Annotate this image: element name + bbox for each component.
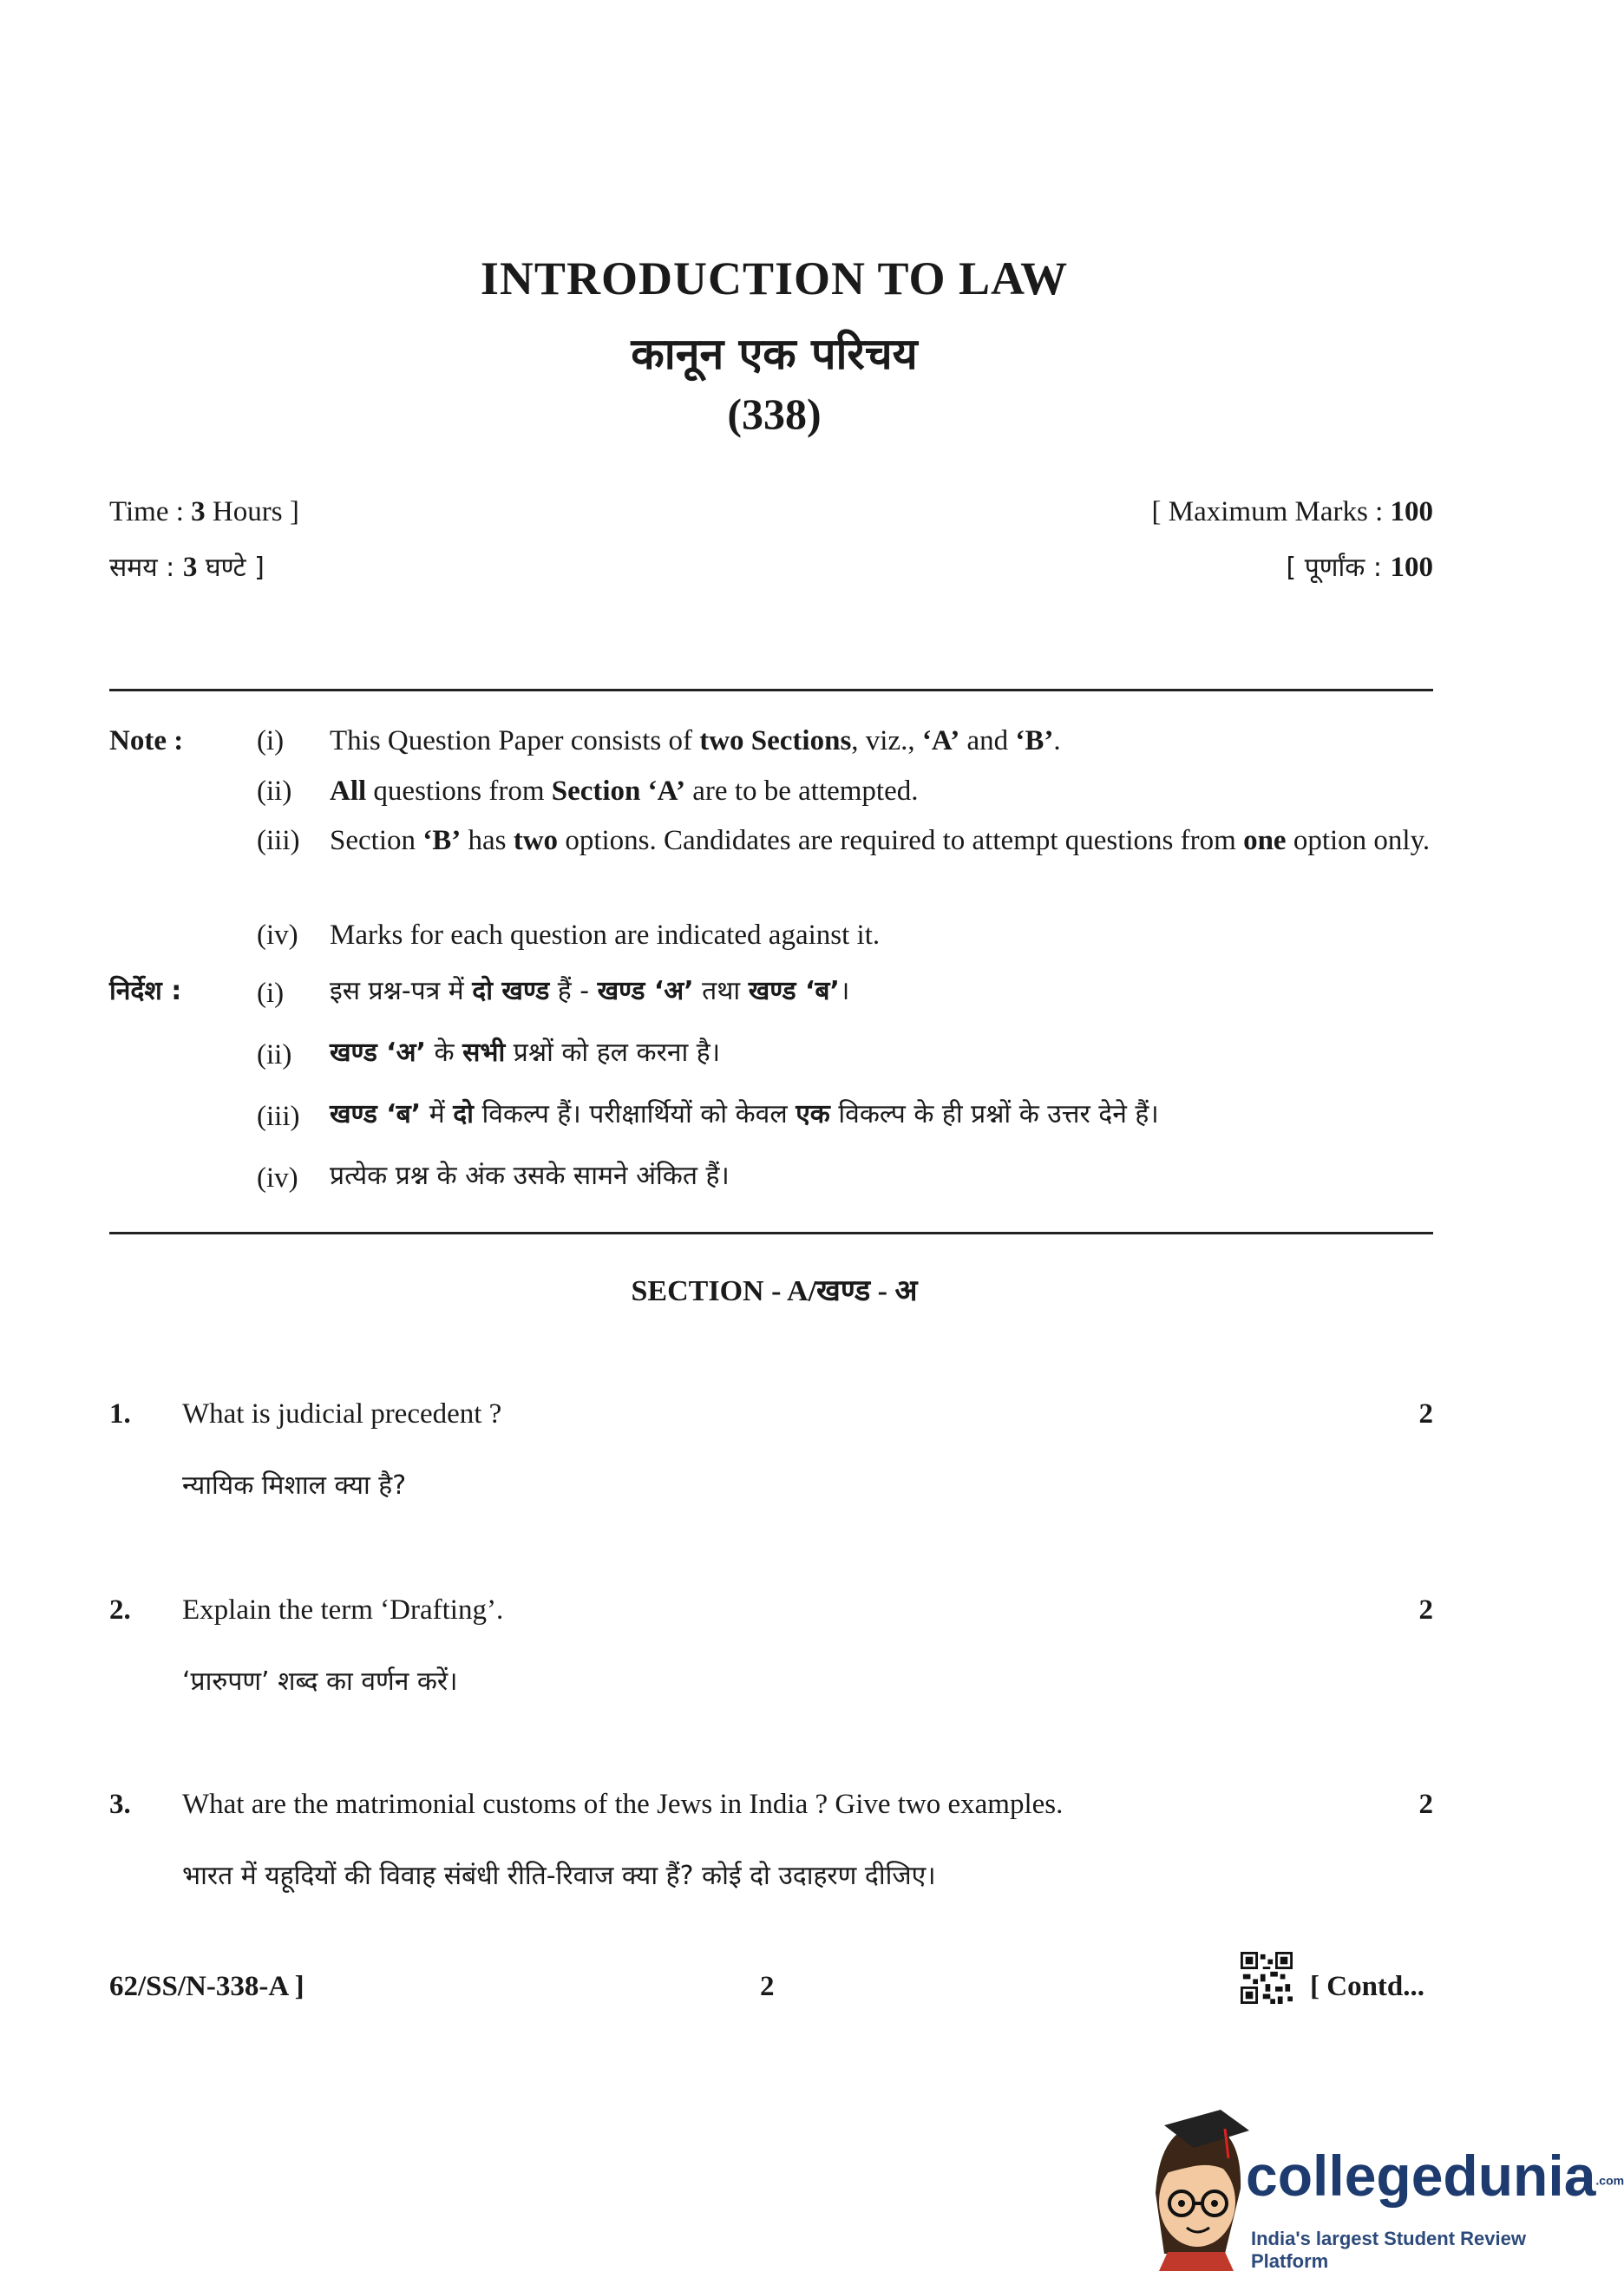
continued-label: [ Contd... [1310, 1971, 1425, 2002]
note-item-text-hindi: इस प्रश्न-पत्र में दो खण्ड हैं - खण्ड ‘अ’ तथा खण्ड ‘ब’। [330, 976, 850, 1006]
note-item-text: All questions from Section ‘A’ are to be attempted. [330, 776, 919, 807]
note-item-text: This Question Paper consists of two Sections, viz., ‘A’ and ‘B’. [330, 725, 1061, 756]
question-number: 1. [109, 1398, 131, 1430]
note-item-number: (i) [257, 725, 285, 756]
paper-title: INTRODUCTION TO LAW [480, 252, 1069, 304]
note-item-number: (ii) [257, 776, 292, 807]
time-hindi: समय : 3 घण्टे ] [109, 552, 265, 583]
note-label: Note : [109, 725, 184, 756]
question-text: Explain the term ‘Drafting’. [182, 1594, 504, 1626]
brand-logo-text: collegedunia.com [1246, 2144, 1624, 2208]
section-title: SECTION - A/खण्ड - अ [631, 1275, 918, 1307]
divider-bottom [109, 1232, 1433, 1234]
note-item-number: (ii) [257, 1039, 292, 1070]
paper-code: (338) [727, 389, 822, 438]
note-item-text-hindi: प्रत्येक प्रश्न के अंक उसके सामने अंकित हैं। [330, 1161, 730, 1191]
question-marks: 2 [1418, 1594, 1433, 1626]
question-number: 3. [109, 1789, 131, 1820]
question-marks: 2 [1418, 1398, 1433, 1430]
page-number: 2 [760, 1971, 775, 2002]
question-text-hindi: भारत में यहूदियों की विवाह संबंधी रीति-रिवाज क्या हैं? कोई दो उदाहरण दीजिए। [182, 1861, 936, 1891]
brand-tagline: India's largest Student Review Platform [1251, 2228, 1526, 2272]
note-item-number: (i) [257, 978, 285, 1009]
question-number: 2. [109, 1594, 131, 1626]
qr-code-icon [1241, 1952, 1293, 2004]
note-label-hindi: निर्देश : [109, 976, 182, 1006]
note-item-number: (iii) [257, 1101, 300, 1132]
max-marks-hindi: [ पूर्णांक : 100 [1286, 552, 1433, 583]
question-text-hindi: ‘प्रारुपण’ शब्द का वर्णन करें। [182, 1666, 458, 1697]
paper-title-hindi: कानून एक परिचय [631, 329, 918, 379]
time-english: Time : 3 Hours ] [109, 496, 299, 527]
question-marks: 2 [1418, 1789, 1433, 1820]
note-item-number: (iv) [257, 1162, 298, 1194]
max-marks-english: [ Maximum Marks : 100 [1151, 496, 1433, 527]
student-mascot-icon [1138, 2106, 1251, 2271]
divider-top [109, 689, 1433, 691]
question-text: What is judicial precedent ? [182, 1398, 502, 1430]
question-text: What are the matrimonial customs of the Jews in India ? Give two examples. [182, 1789, 1064, 1820]
note-item-text: Section ‘B’ has two options. Candidates are required to attempt questions from one option only. [330, 825, 1431, 856]
note-item-number: (iv) [257, 920, 298, 951]
paper-code-footer: 62/SS/N-338-A ] [109, 1971, 304, 2002]
note-item-text: Marks for each question are indicated against it. [330, 920, 881, 951]
question-text-hindi: न्यायिक मिशाल क्या है? [182, 1470, 407, 1501]
note-item-text-hindi: खण्ड ‘अ’ के सभी प्रश्नों को हल करना है। [330, 1038, 721, 1068]
note-item-number: (iii) [257, 825, 300, 856]
note-item-text-hindi: खण्ड ‘ब’ में दो विकल्प हैं। परीक्षार्थियों को केवल एक विकल्प के ही प्रश्नों के उत्तर देने हैं। [330, 1099, 1159, 1129]
